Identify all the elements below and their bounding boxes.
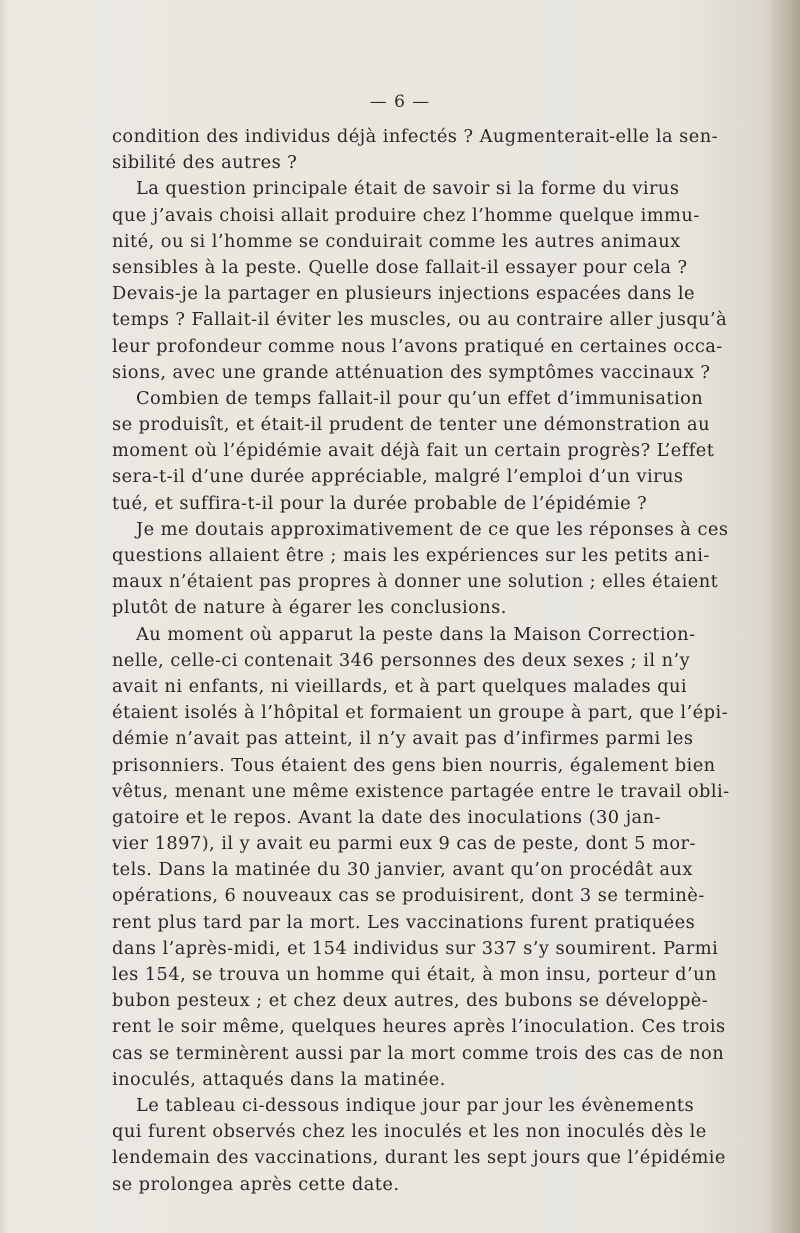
- text-line: Le tableau ci-dessous indique jour par jour les évènements: [136, 1094, 695, 1116]
- body-text: [112, 124, 780, 1198]
- text-line: lendemain des vaccinations, durant les sept jours que l’épidémie: [112, 1147, 726, 1169]
- text-line: nelle, celle-ci contenait 346 personnes des deux sexes ; il n’y: [112, 649, 691, 671]
- text-line: maux n’étaient pas propres à donner une solution ; elles étaient: [112, 571, 719, 593]
- text-line: rent plus tard par la mort. Les vaccinations furent pratiquées: [112, 911, 696, 933]
- text-line: se produisît, et était-il prudent de tenter une démonstration au: [112, 414, 710, 436]
- text-line: cas se terminèrent aussi par la mort comme trois des cas de non: [112, 1042, 725, 1064]
- text-line: La question principale était de savoir si la forme du virus: [136, 178, 680, 200]
- text-line: prisonniers. Tous étaient des gens bien nourris, également bien: [112, 754, 716, 776]
- text-line: opérations, 6 nouveaux cas se produisirent, dont 3 se terminè-: [112, 885, 705, 907]
- text-line: gatoire et le repos. Avant la date des inoculations (30 jan-: [112, 806, 661, 828]
- text-line: Au moment où apparut la peste dans la Maison Correction-: [136, 623, 696, 645]
- page-left-shadow: [0, 0, 8, 1233]
- text-line: qui furent observés chez les inoculés et les non inoculés dès le: [112, 1121, 707, 1143]
- text-line: temps ? Fallait-il éviter les muscles, ou au contraire aller jusqu’à: [112, 309, 728, 331]
- text-line: Je me doutais approximativement de ce que les réponses à ces: [136, 518, 729, 540]
- text-line: dans l’après-midi, et 154 individus sur 337 s’y soumirent. Parmi: [112, 937, 719, 959]
- text-line: sions, avec une grande atténuation des symptômes vaccinaux ?: [112, 361, 711, 383]
- text-line: que j’avais choisi allait produire chez l’homme quelque immu-: [112, 204, 700, 226]
- text-line: Devais-je la partager en plusieurs injections espacées dans le: [112, 283, 696, 305]
- text-line: moment où l’épidémie avait déjà fait un certain progrès? L’effet: [112, 440, 715, 462]
- text-line: questions allaient être ; mais les expériences sur les petits ani-: [112, 545, 710, 566]
- text-line: tels. Dans la matinée du 30 janvier, avant qu’on procédât aux: [112, 859, 693, 881]
- text-line: sera-t-il d’une durée appréciable, malgré l’emploi d’un virus: [112, 466, 684, 488]
- text-line: inoculés, attaqués dans la matinée.: [112, 1068, 446, 1090]
- page-number: — 6 —: [369, 92, 431, 112]
- text-line: plutôt de nature à égarer les conclusions.: [112, 597, 507, 619]
- text-line: sensibles à la peste. Quelle dose fallait-il essayer pour cela ?: [112, 256, 688, 278]
- text-line: rent le soir même, quelques heures après l’inoculation. Ces trois: [112, 1016, 726, 1038]
- text-line: étaient isolés à l’hôpital et formaient un groupe à part, que l’épi-: [112, 702, 729, 724]
- text-line: nité, ou si l’homme se conduirait comme les autres animaux: [112, 230, 681, 252]
- text-line: sibilité des autres ?: [112, 152, 298, 174]
- text-line: condition des individus déjà infectés ? Augmenterait-elle la sen-: [112, 126, 719, 147]
- text-line: leur profondeur comme nous l’avons pratiqué en certaines occa-: [112, 335, 723, 357]
- text-line: les 154, se trouva un homme qui était, à mon insu, porteur d’un: [112, 964, 717, 985]
- text-line: bubon pesteux ; et chez deux autres, des bubons se développè-: [112, 990, 709, 1012]
- text-line: vier 1897), il y avait eu parmi eux 9 cas de peste, dont 5 mor-: [112, 833, 696, 855]
- text-line: avait ni enfants, ni vieillards, et à part quelques malades qui: [112, 675, 688, 697]
- text-line: démie n’avait pas atteint, il n’y avait pas d’infirmes parmi les: [112, 728, 694, 750]
- text-line: vêtus, menant une même existence partagée entre le travail obli-: [112, 780, 730, 802]
- text-line: se prolongea après cette date.: [112, 1173, 400, 1195]
- text-line: Combien de temps fallait-il pour qu’un effet d’immunisation: [136, 387, 704, 409]
- text-line: tué, et suffira-t-il pour la durée probable de l’épidémie ?: [112, 492, 648, 514]
